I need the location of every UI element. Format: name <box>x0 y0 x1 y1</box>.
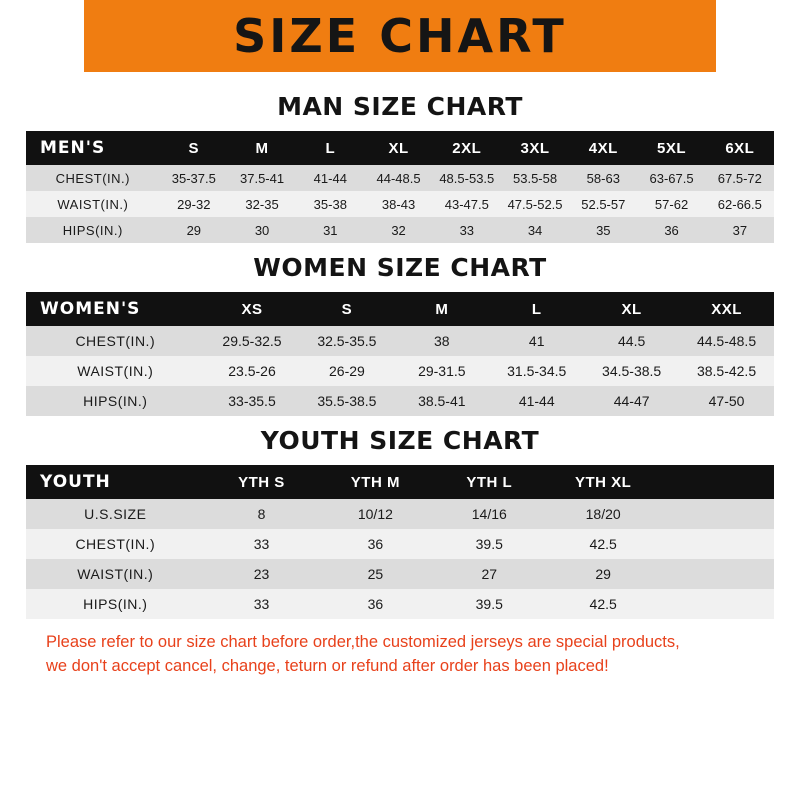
cell: 41-44 <box>489 386 584 416</box>
cell: 36 <box>637 217 705 243</box>
cell: 37.5-41 <box>228 165 296 191</box>
cell: 44.5-48.5 <box>679 326 774 356</box>
cell <box>660 589 774 619</box>
row-label-waist: WAIST(IN.) <box>26 356 205 386</box>
col-header-yth-s: YTH S <box>205 465 319 499</box>
section-women <box>26 253 774 416</box>
table-row <box>26 191 774 217</box>
cell: 44-47 <box>584 386 679 416</box>
row-label-hips: HIPS(IN.) <box>26 217 160 243</box>
row-label-chest: CHEST(IN.) <box>26 529 205 559</box>
section-title-youth: YOUTH SIZE CHART <box>260 426 540 455</box>
col-header-yth-xl: YTH XL <box>546 465 660 499</box>
col-header-yth-l: YTH L <box>432 465 546 499</box>
col-header-yth-m: YTH M <box>318 465 432 499</box>
table-row <box>26 529 774 559</box>
row-label-hips: HIPS(IN.) <box>26 589 205 619</box>
cell: 38.5-41 <box>394 386 489 416</box>
col-header-s: S <box>299 292 394 326</box>
cell: 62-66.5 <box>706 191 774 217</box>
col-header-xxl: XXL <box>679 292 774 326</box>
table-row <box>26 386 774 416</box>
cell: 29.5-32.5 <box>205 326 300 356</box>
table-man-size <box>26 131 774 243</box>
col-header-s: S <box>160 131 228 165</box>
cell: 41 <box>489 326 584 356</box>
section-title-man: MAN SIZE CHART <box>277 92 523 121</box>
col-header-6xl: 6XL <box>706 131 774 165</box>
notice-line-2: we don't accept cancel, change, teturn or refund after order has been placed! <box>46 656 609 675</box>
cell: 63-67.5 <box>637 165 705 191</box>
table-row <box>26 499 774 529</box>
col-header-l: L <box>489 292 584 326</box>
cell: 10/12 <box>318 499 432 529</box>
col-header-m: M <box>394 292 489 326</box>
cell: 42.5 <box>546 589 660 619</box>
cell: 53.5-58 <box>501 165 569 191</box>
cell: 35-37.5 <box>160 165 228 191</box>
row-label-waist: WAIST(IN.) <box>26 191 160 217</box>
col-header-3xl: 3XL <box>501 131 569 165</box>
cell: 18/20 <box>546 499 660 529</box>
content-area <box>0 72 800 679</box>
col-header-l: L <box>296 131 364 165</box>
cell: 8 <box>205 499 319 529</box>
section-title-women: WOMEN SIZE CHART <box>253 253 547 282</box>
cell: 26-29 <box>299 356 394 386</box>
cell: 48.5-53.5 <box>433 165 501 191</box>
cell: 52.5-57 <box>569 191 637 217</box>
col-header-xs: XS <box>205 292 300 326</box>
table-row <box>26 165 774 191</box>
cell: 47-50 <box>679 386 774 416</box>
cell: 32-35 <box>228 191 296 217</box>
cell: 32.5-35.5 <box>299 326 394 356</box>
col-header-m: M <box>228 131 296 165</box>
row-label-us-size: U.S.SIZE <box>26 499 205 529</box>
col-header-xl: XL <box>584 292 679 326</box>
cell: 35.5-38.5 <box>299 386 394 416</box>
cell: 34 <box>501 217 569 243</box>
cell <box>660 499 774 529</box>
cell: 58-63 <box>569 165 637 191</box>
section-youth <box>26 426 774 619</box>
cell: 27 <box>432 559 546 589</box>
cell: 38.5-42.5 <box>679 356 774 386</box>
cell: 31.5-34.5 <box>489 356 584 386</box>
cell: 57-62 <box>637 191 705 217</box>
cell: 34.5-38.5 <box>584 356 679 386</box>
col-header-5xl: 5XL <box>637 131 705 165</box>
cell: 35 <box>569 217 637 243</box>
cell: 44.5 <box>584 326 679 356</box>
cell: 35-38 <box>296 191 364 217</box>
table-header-row <box>26 131 774 165</box>
table-youth-size <box>26 465 774 619</box>
cell: 33-35.5 <box>205 386 300 416</box>
page-title: SIZE CHART <box>233 9 567 63</box>
cell: 38-43 <box>364 191 432 217</box>
cell: 38 <box>394 326 489 356</box>
cell: 44-48.5 <box>364 165 432 191</box>
table-row <box>26 559 774 589</box>
header-band <box>0 0 800 72</box>
cell: 36 <box>318 529 432 559</box>
cell: 67.5-72 <box>706 165 774 191</box>
cell: 29 <box>160 217 228 243</box>
table-header-row <box>26 465 774 499</box>
col-header-womens: WOMEN'S <box>26 292 205 326</box>
table-women-size <box>26 292 774 416</box>
cell: 47.5-52.5 <box>501 191 569 217</box>
table-header-row <box>26 292 774 326</box>
row-label-chest: CHEST(IN.) <box>26 165 160 191</box>
notice-text <box>46 631 754 679</box>
cell <box>660 529 774 559</box>
cell: 29-31.5 <box>394 356 489 386</box>
cell: 36 <box>318 589 432 619</box>
row-label-waist: WAIST(IN.) <box>26 559 205 589</box>
cell: 23 <box>205 559 319 589</box>
cell: 39.5 <box>432 589 546 619</box>
table-row <box>26 217 774 243</box>
row-label-hips: HIPS(IN.) <box>26 386 205 416</box>
col-header-2xl: 2XL <box>433 131 501 165</box>
notice-line-1: Please refer to our size chart before order,the customized jerseys are special products, <box>46 633 680 651</box>
cell: 37 <box>706 217 774 243</box>
cell: 30 <box>228 217 296 243</box>
col-header-youth: YOUTH <box>26 465 205 499</box>
cell: 23.5-26 <box>205 356 300 386</box>
cell: 32 <box>364 217 432 243</box>
cell: 33 <box>433 217 501 243</box>
cell: 14/16 <box>432 499 546 529</box>
cell: 29 <box>546 559 660 589</box>
col-header-mens: MEN'S <box>26 131 160 165</box>
cell <box>660 559 774 589</box>
table-row <box>26 589 774 619</box>
cell: 25 <box>318 559 432 589</box>
cell: 43-47.5 <box>433 191 501 217</box>
cell: 39.5 <box>432 529 546 559</box>
table-row <box>26 326 774 356</box>
cell: 31 <box>296 217 364 243</box>
table-row <box>26 356 774 386</box>
col-header-xl: XL <box>364 131 432 165</box>
cell: 33 <box>205 589 319 619</box>
col-header-empty <box>660 465 774 499</box>
cell: 33 <box>205 529 319 559</box>
cell: 41-44 <box>296 165 364 191</box>
cell: 42.5 <box>546 529 660 559</box>
row-label-chest: CHEST(IN.) <box>26 326 205 356</box>
section-man <box>26 92 774 243</box>
col-header-4xl: 4XL <box>569 131 637 165</box>
cell: 29-32 <box>160 191 228 217</box>
